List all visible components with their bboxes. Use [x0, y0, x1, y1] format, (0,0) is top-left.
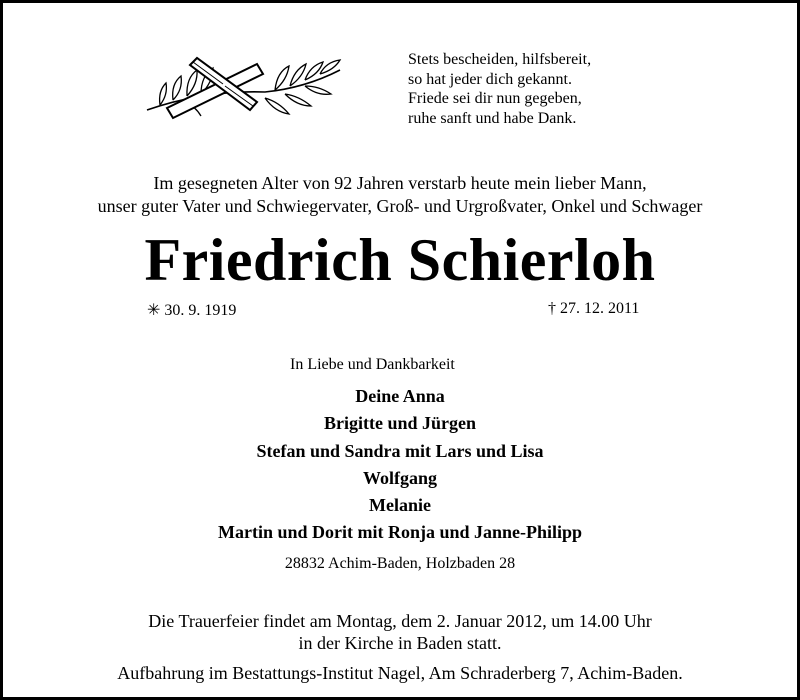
family-member: Deine Anna	[355, 386, 445, 406]
intro-text	[0, 172, 800, 218]
address: 28832 Achim-Baden, Holzbaden 28	[284, 555, 516, 572]
poem-line: so hat jeder dich gekannt.	[408, 70, 572, 88]
poem-line: Stets bescheiden, hilfsbereit,	[408, 51, 592, 68]
poem-line: Friede sei dir nun gegeben,	[408, 90, 582, 107]
family-member: Stefan und Sandra mit Lars und Lisa	[256, 440, 544, 461]
death-date	[548, 300, 639, 318]
funeral-line: Die Trauerfeier findet am Montag, dem 2. Januar 2012, um 14.00 Uhr	[148, 611, 652, 631]
family-member: Wolfgang	[362, 467, 437, 488]
thanks-line: In Liebe und Dankbarkeit	[290, 356, 455, 373]
birth-star-icon: ✳	[147, 302, 161, 319]
family-member: Brigitte und Jürgen	[323, 413, 476, 434]
birth-date	[147, 300, 236, 320]
intro-line: Im gesegneten Alter von 92 Jahren verstarb heute mein lieber Mann,	[153, 173, 647, 193]
family-member: Melanie	[369, 495, 431, 516]
cross-with-palm-icon	[145, 50, 355, 120]
death-cross-icon: †	[548, 300, 556, 317]
death-date-value: 27. 12. 2011	[560, 300, 640, 317]
poem-line: ruhe sanft und habe Dank.	[408, 109, 577, 127]
intro-line: unser guter Vater und Schwiegervater, Groß- und Urgroßvater, Onkel und Schwager	[97, 196, 703, 216]
family-member: Martin und Dorit mit Ronja und Janne-Philipp	[217, 522, 583, 543]
family-list	[0, 383, 800, 547]
viewing-info: Aufbahrung im Bestattungs-Institut Nagel, Am Schraderberg 7, Achim-Baden.	[117, 663, 683, 683]
deceased-name: Friedrich Schierloh	[144, 227, 656, 293]
birth-date-value: 30. 9. 1919	[164, 302, 237, 319]
poem	[408, 50, 591, 128]
funeral-info	[0, 610, 800, 654]
funeral-line: in der Kirche in Baden statt.	[298, 633, 502, 653]
